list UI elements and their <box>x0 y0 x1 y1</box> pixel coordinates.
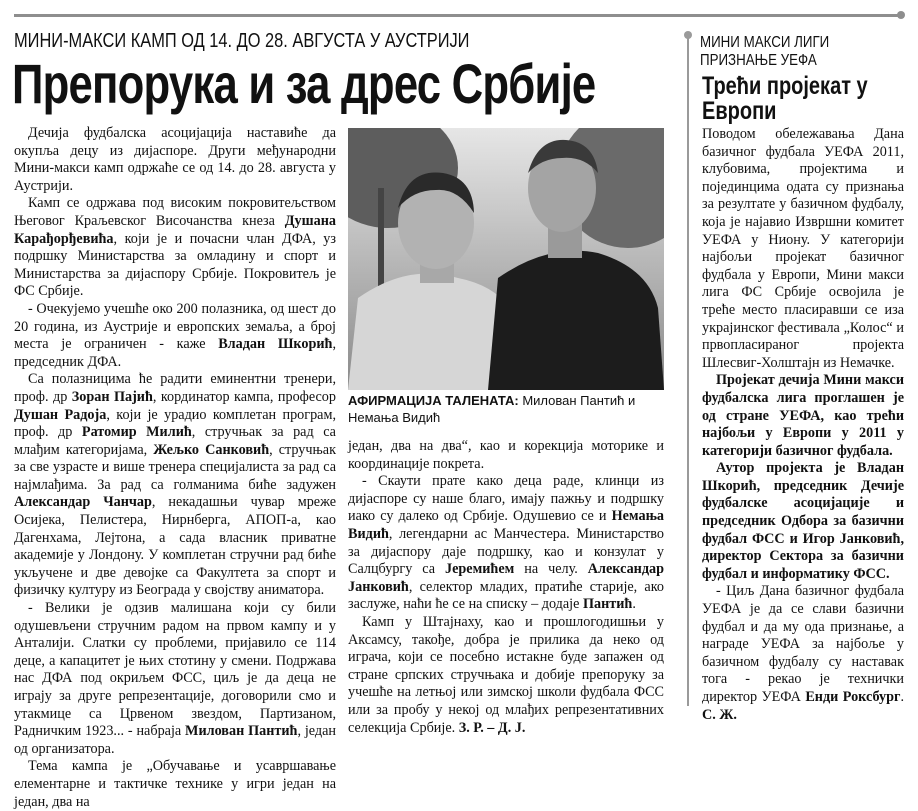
paragraph: Поводом обележавања Дана базичног фудбала УЕФА 2011, клубовима, пројектима и појединцима одата су признања за резултате у базичном фудбалу, која је најавио Извршни комитет УЕФА у Ниону. У категорији најбољи пројекат базичног фудбала у Европи, Мини макси лига ФС Србије освојила је треће место пласиравши се иза украјинског фестивала „Колос“ и првопласираног пројекта Шлесвиг-Холштајн из Немачке. <box>702 126 904 371</box>
sidebar-kicker: МИНИ МАКСИ ЛИГИ ПРИЗНАЊЕ УЕФА <box>700 34 830 69</box>
article-column-2 <box>348 438 664 737</box>
article-kicker: МИНИ-МАКСИ КАМП ОД 14. ДО 28. АВГУСТА У АУСТРИЈИ <box>14 30 470 52</box>
paragraph: Тема кампа је „Обучавање и усавршавање елементарне и тактичке технике у игри један на један, два на <box>14 758 336 810</box>
paragraph: Са полазницима ће радити еминентни тренери, проф. др Зоран Пајић, кординатор кампа, професор Душан Радоја, који је урадио комплетан програм, проф. др Ратомир Милић, стручњак за рад са млађим категоријама, Жељко Санковић, стручњак за све узрасте и више тренера специјалиста за рад са најмлађима. За рад са голманима биће задужен Александар Чанчар, некадашњи чувар мреже Осијека, Пелистера, Нирнберга, АПОП-а, као Дагенхама, Лејтона, а сада власник приватне академије у Лондону. У комплетан стручни рад биће укључене и две девојке са Факултета за спорт и физичку културу из Београда у својству аниматора. <box>14 371 336 599</box>
paragraph: Аутор пројекта је Владан Шкорић, председник Дечије фудбалске асоцијације и председник Одбора за базични фудбал ФСС и Игор Јанковић, директор Сектора за базични фудбал и информатику ФСС. <box>702 460 904 582</box>
top-rule <box>14 14 902 17</box>
paragraph: Дечија фудбалска асоцијација наставиће да окупља децу из дијаспоре. Други међународни Мини-макси камп одржаће се од 14. до 28. августа у Аустрији. <box>14 125 336 194</box>
paragraph: - Велики је одзив малишана који су били одушевљени стручним радом на првом кампу и у Анталији. Слатки су проблеми, пријавило се 114 деце, а капацитет је њих стотину у смени. Подржава нас ДФА под окриљем ФСС, циљ је да деца не играју за друге репрезентације, договорили смо и утакмице са Црвеном звездом, Партизаном, Радничким 1923... - набраја Милован Пантић, један од организатора. <box>14 600 336 757</box>
sidebar-headline: Трећи пројекат у Европи <box>702 72 868 125</box>
paragraph: - Скаути прате како деца раде, клинци из дијаспоре су наше благо, имају пажњу и подршку иако су далеко од Србије. Одушевио се и Немања Видић, легендарни ас Манчестера. Министарство за дијаспору даје подршку, као и конзулат у Салцбургу са Јеремићем на челу. Александар Јанковић, селектор младих, пратиће старије, ако заслуже, наћи ће се на списку – додаје Пантић. <box>348 473 665 613</box>
paragraph: - Циљ Дана базичног фудбала УЕФА је да се слави базични фудбал и да му ода признање, а награде УЕФА за најбоље у базичном фудбалу су наставак тога - рекао је технички директор УЕФА Енди Роксбург. С. Ж. <box>702 583 904 723</box>
photo-illustration <box>348 128 664 390</box>
paragraph: - Очекујемо учешће око 200 полазника, од шест до 20 година, из Аустрије и европских земаља, а број места је ограничен - каже Владан Шкорић, председник ДФА. <box>14 300 336 370</box>
article-headline: Препорука и за дрес Србије <box>12 52 596 115</box>
paragraph: Камп у Штајнаху, као и прошлогодишњи у Аксамсу, такође, добра је прилика да неко од играча, који се посебно истакне буде запажен од стране српских стручњака и добије препоруку за учешће на летњој или зимској школи фудбала ФСС или за пробу у некој од млађих репрезентативних селекција Србије. З. Р. – Д. Ј. <box>348 613 664 736</box>
sidebar-column <box>702 126 904 724</box>
photo-caption: АФИРМАЦИЈА ТАЛЕНАТА: Милован Пантић и Немања Видић <box>348 393 636 425</box>
article-photo <box>348 128 664 390</box>
article-column-1 <box>14 125 336 811</box>
paragraph: Камп се одржава под високим покровитељством Његовог Краљевског Височанства кнеза Душана Карађорђевића, који је и почасни члан ДФА, уз подршку Министарства за омладину и спорт и Министарства за дијаспору Србије. Покровитељ је ФС Србије. <box>14 195 336 300</box>
paragraph: Пројекат дечија Мини макси фудбалска лига проглашен је од стране УЕФА, као трећи најбољи у Европи у 2011 у категорији базичног фудбала. <box>702 372 904 459</box>
paragraph: један, два на два“, као и корекција моторике и координације покрета. <box>348 438 664 472</box>
column-divider <box>687 34 689 706</box>
